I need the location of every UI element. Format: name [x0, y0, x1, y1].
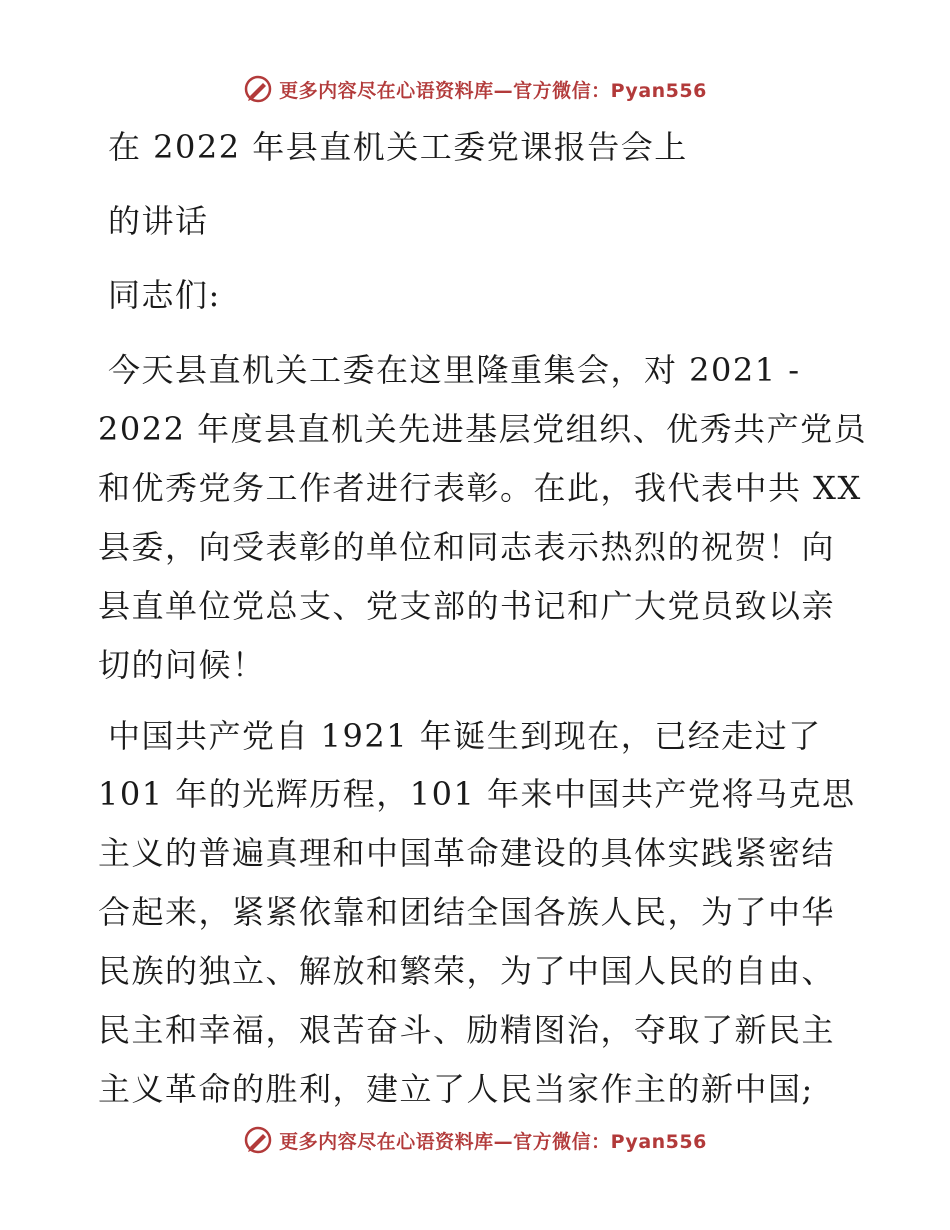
paragraph-line: 县委，向受表彰的单位和同志表示热烈的祝贺！向: [98, 528, 836, 566]
paragraph-line: 民族的独立、解放和繁荣，为了中国人民的自由、: [98, 952, 836, 990]
document-title-line-1: 在 2022 年县直机关工委党课报告会上: [108, 128, 688, 166]
pen-logo-icon: [243, 74, 273, 104]
paragraph-line: 主义革命的胜利，建立了人民当家作主的新中国;: [98, 1070, 814, 1108]
salutation: 同志们:: [108, 276, 221, 314]
pen-logo-icon: [243, 1125, 273, 1155]
watermark-header: [0, 72, 950, 106]
paragraph-line: 合起来，紧紧依靠和团结全国各族人民，为了中华: [98, 893, 836, 931]
watermark-text: 更多内容尽在心语资料库—官方微信：Pyan556: [279, 79, 707, 102]
document-title-line-2: 的讲话: [108, 202, 209, 240]
paragraph-line: 切的问候！: [98, 646, 266, 684]
watermark-footer: [0, 1123, 950, 1157]
paragraph-line: 今天县直机关工委在这里隆重集会，对 2021 -: [108, 351, 801, 389]
paragraph-line: 主义的普遍真理和中国革命建设的具体实践紧密结: [98, 834, 836, 872]
paragraph-line: 民主和幸福，艰苦奋斗、励精图治，夺取了新民主: [98, 1011, 836, 1049]
watermark-text: 更多内容尽在心语资料库—官方微信：Pyan556: [279, 1130, 707, 1153]
paragraph-line: 2022 年度县直机关先进基层党组织、优秀共产党员: [98, 410, 868, 448]
paragraph-line: 101 年的光辉历程，101 年来中国共产党将马克思: [98, 775, 856, 813]
paragraph-line: 和优秀党务工作者进行表彰。在此，我代表中共 XX: [98, 469, 862, 507]
paragraph-line: 中国共产党自 1921 年诞生到现在，已经走过了: [108, 717, 822, 755]
paragraph-line: 县直单位党总支、党支部的书记和广大党员致以亲: [98, 587, 836, 625]
